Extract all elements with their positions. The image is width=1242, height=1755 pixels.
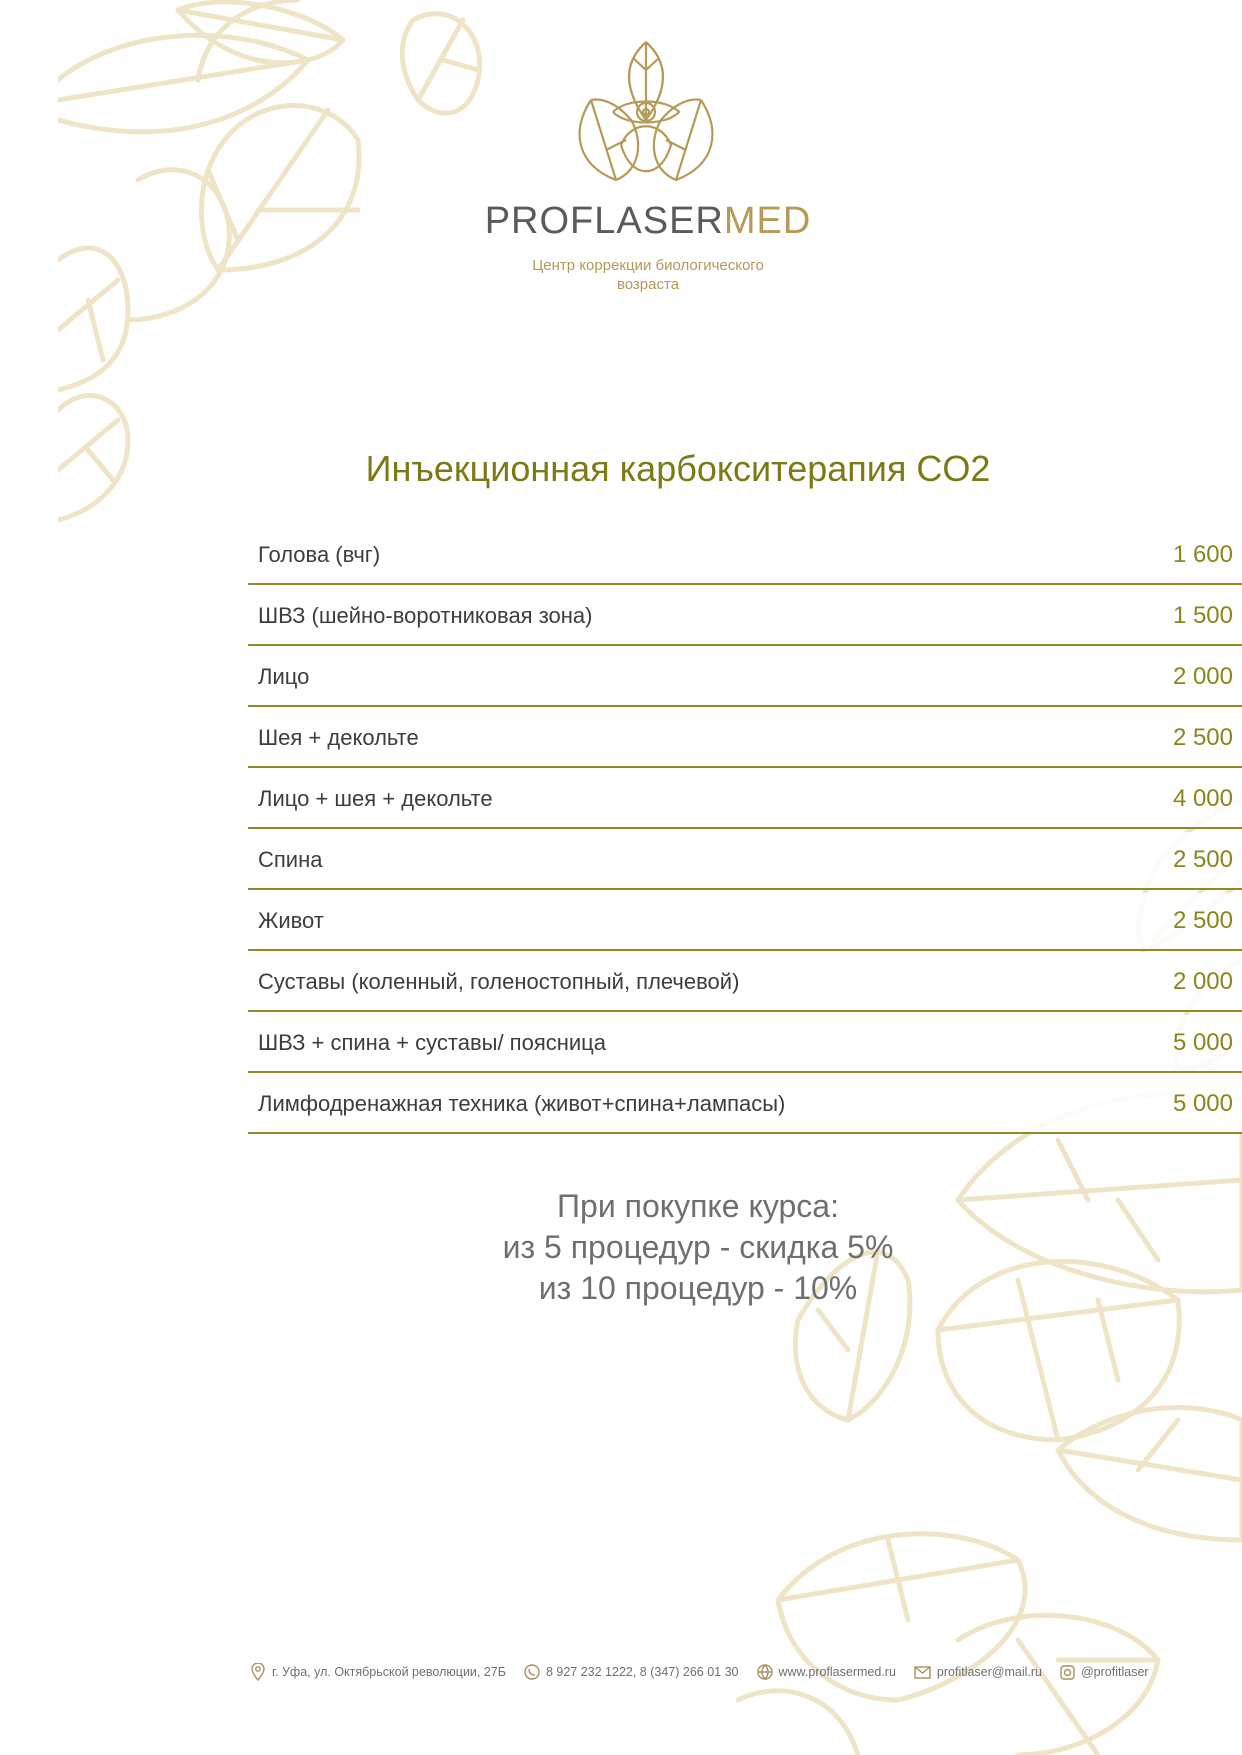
instagram-icon [1060,1665,1075,1680]
service-price: 4 000 [1172,785,1233,812]
service-price: 2 500 [1172,846,1233,873]
service-name: Лимфодренажная техника (живот+спина+лампасы) [258,1091,786,1116]
table-row [248,1076,1242,1134]
lotus-eye-icon [571,40,721,190]
service-name: Шея + декольте [258,725,419,750]
note-line-2: из 5 процедур - скидка 5% [502,1229,894,1265]
contact-footer [250,1660,1190,1684]
footer-address [250,1663,506,1681]
service-price: 1 600 [1172,541,1233,568]
website-link[interactable]: www.proflasermed.ru [778,1665,896,1679]
table-row [248,649,1242,707]
instagram-link[interactable]: @profitlaser [1080,1665,1149,1679]
service-price: 2 500 [1172,907,1233,934]
service-price: 2 000 [1172,663,1233,690]
phones-text: 8 927 232 1222, 8 (347) 266 01 30 [545,1665,739,1679]
mail-icon [914,1666,931,1679]
tagline-line-1: Центр коррекции биологического [532,257,764,274]
table-row [248,893,1242,951]
footer-email[interactable] [914,1665,1042,1679]
course-discount-note [398,1186,998,1309]
globe-icon [757,1664,773,1680]
service-price: 1 500 [1172,602,1233,629]
email-link[interactable]: profitlaser@mail.ru [936,1665,1042,1679]
table-row [248,954,1242,1012]
service-name: Лицо [258,664,310,689]
service-price: 5 000 [1172,1090,1233,1117]
tagline-line-2: возраста [616,276,680,293]
table-row [248,710,1242,768]
phone-icon [524,1664,540,1680]
footer-phones[interactable] [524,1664,739,1680]
brand-tagline [458,256,838,294]
service-name: Лицо + шея + декольте [258,786,493,811]
service-price: 5 000 [1172,1029,1233,1056]
brand-name-part1: PROFLASER [484,200,724,242]
price-list-page [58,0,1242,1755]
service-name: ШВЗ (шейно-воротниковая зона) [258,603,593,628]
note-line-3: из 10 процедур - 10% [538,1270,858,1306]
page-title: Инъекционная карбокситерапия CO2 [365,448,991,489]
brand-name-part2: MED [723,200,812,242]
service-price: 2 500 [1172,724,1233,751]
service-name: Голова (вчг) [258,542,381,567]
price-table [248,527,1242,1137]
note-line-1: При покупке курса: [557,1188,839,1224]
table-row [248,588,1242,646]
service-name: ШВЗ + спина + суставы/ поясница [258,1030,607,1055]
table-row [248,771,1242,829]
table-row [248,527,1242,585]
service-name: Спина [258,847,323,872]
footer-website[interactable] [757,1664,896,1680]
service-price: 2 000 [1172,968,1233,995]
location-pin-icon [250,1663,266,1681]
brand-name [458,200,838,243]
footer-instagram[interactable] [1060,1665,1149,1680]
table-row [248,832,1242,890]
service-name: Живот [258,908,324,933]
table-row [248,1015,1242,1073]
address-text: г. Уфа, ул. Октябрьской революции, 27Б [272,1665,506,1679]
service-name: Суставы (коленный, голеностопный, плечевой) [258,969,740,994]
